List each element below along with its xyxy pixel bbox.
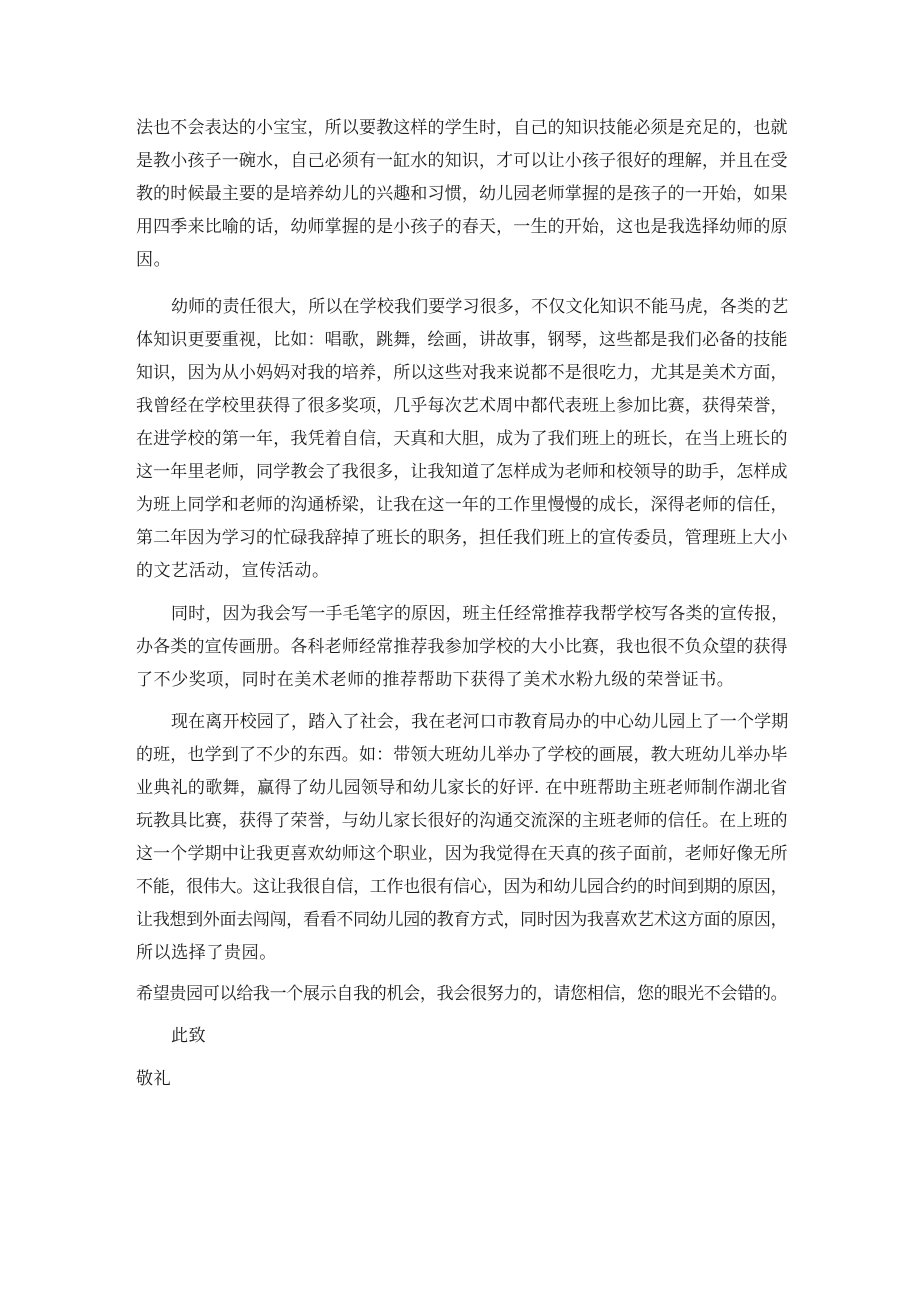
paragraph-5-line-1: 希望贵园可以给我一个展示自我的机会，我会很努力的，请您相信，您的眼光不会错的。 [136,984,788,1004]
paragraph-2-line-5: 在进学校的第一年，我凭着自信，天真和大胆，成为了我们班上的班长，在当上班长的 [136,429,788,449]
paragraph-2-line-9: 的文艺活动，宣传活动。 [136,561,330,581]
paragraph-4-line-5: 这一个学期中让我更喜欢幼师这个职业，因为我觉得在天真的孩子面前，老师好像无所 [136,844,788,864]
paragraph-2-line-1: 幼师的责任很大，所以在学校我们要学习很多，不仅文化知识不能马虎，各类的艺 [171,297,789,317]
paragraph-1-line-5: 因。 [136,250,172,270]
paragraph-2-line-4: 我曾经在学校里获得了很多奖项，几乎每次艺术周中都代表班上参加比赛，获得荣誉， [136,396,788,416]
paragraph-2-line-8: 第二年因为学习的忙碌我辞掉了班长的职务，担任我们班上的宣传委员，管理班上大小 [136,528,788,548]
paragraph-2-line-6: 这一年里老师，同学教会了我很多，让我知道了怎样成为老师和校领导的助手，怎样成 [136,462,788,482]
paragraph-1-line-3: 教的时候最主要的是培养幼儿的兴趣和习惯，幼儿园老师掌握的是孩子的一开始，如果 [136,184,788,204]
paragraph-3-line-1: 同时，因为我会写一手毛笔字的原因，班主任经常推荐我帮学校写各类的宣传报， [171,604,789,624]
paragraph-3-line-3: 了不少奖项，同时在美术老师的推荐帮助下获得了美术水粉九级的荣誉证书。 [136,670,735,690]
paragraph-4-line-7: 让我想到外面去闯闯，看看不同幼儿园的教育方式，同时因为我喜欢艺术这方面的原因， [136,910,788,930]
paragraph-2-line-2: 体知识更要重视，比如：唱歌，跳舞，绘画，讲故事，钢琴，这些都是我们必备的技能 [136,330,788,350]
paragraph-2-line-3: 知识，因为从小妈妈对我的培养，所以这些对我来说都不是很吃力，尤其是美术方面， [136,363,788,383]
paragraph-4-line-6: 不能，很伟大。这让我很自信，工作也很有信心，因为和幼儿园合约的时间到期的原因， [136,877,788,897]
paragraph-4-line-3: 业典礼的歌舞，赢得了幼儿园领导和幼儿家长的好评. 在中班帮助主班老师制作湖北省 [136,778,788,798]
paragraph-1-line-1: 法也不会表达的小宝宝，所以要教这样的学生时，自己的知识技能必须是充足的，也就 [136,118,788,138]
paragraph-2-line-7: 为班上同学和老师的沟通桥梁，让我在这一年的工作里慢慢的成长，深得老师的信任， [136,495,788,515]
paragraph-4-line-2: 的班，也学到了不少的东西。如：带领大班幼儿举办了学校的画展，教大班幼儿举办毕 [136,745,788,765]
salutation-text: 敬礼 [136,1069,172,1089]
paragraph-3-line-2: 办各类的宣传画册。各科老师经常推荐我参加学校的大小比赛，我也很不负众望的获得 [136,637,788,657]
paragraph-4-line-8: 所以选择了贵园。 [136,943,277,963]
closing-text: 此致 [171,1026,207,1046]
paragraph-1-line-2: 是教小孩子一碗水，自己必须有一缸水的知识，才可以让小孩子很好的理解，并且在受 [136,151,788,171]
paragraph-1-line-4: 用四季来比喻的话，幼师掌握的是小孩子的春天，一生的开始，这也是我选择幼师的原 [136,217,788,237]
paragraph-4-line-1: 现在离开校园了，踏入了社会，我在老河口市教育局办的中心幼儿园上了一个学期 [171,712,789,732]
paragraph-4-line-4: 玩教具比赛，获得了荣誉，与幼儿家长很好的沟通交流深的主班老师的信任。在上班的 [136,811,788,831]
